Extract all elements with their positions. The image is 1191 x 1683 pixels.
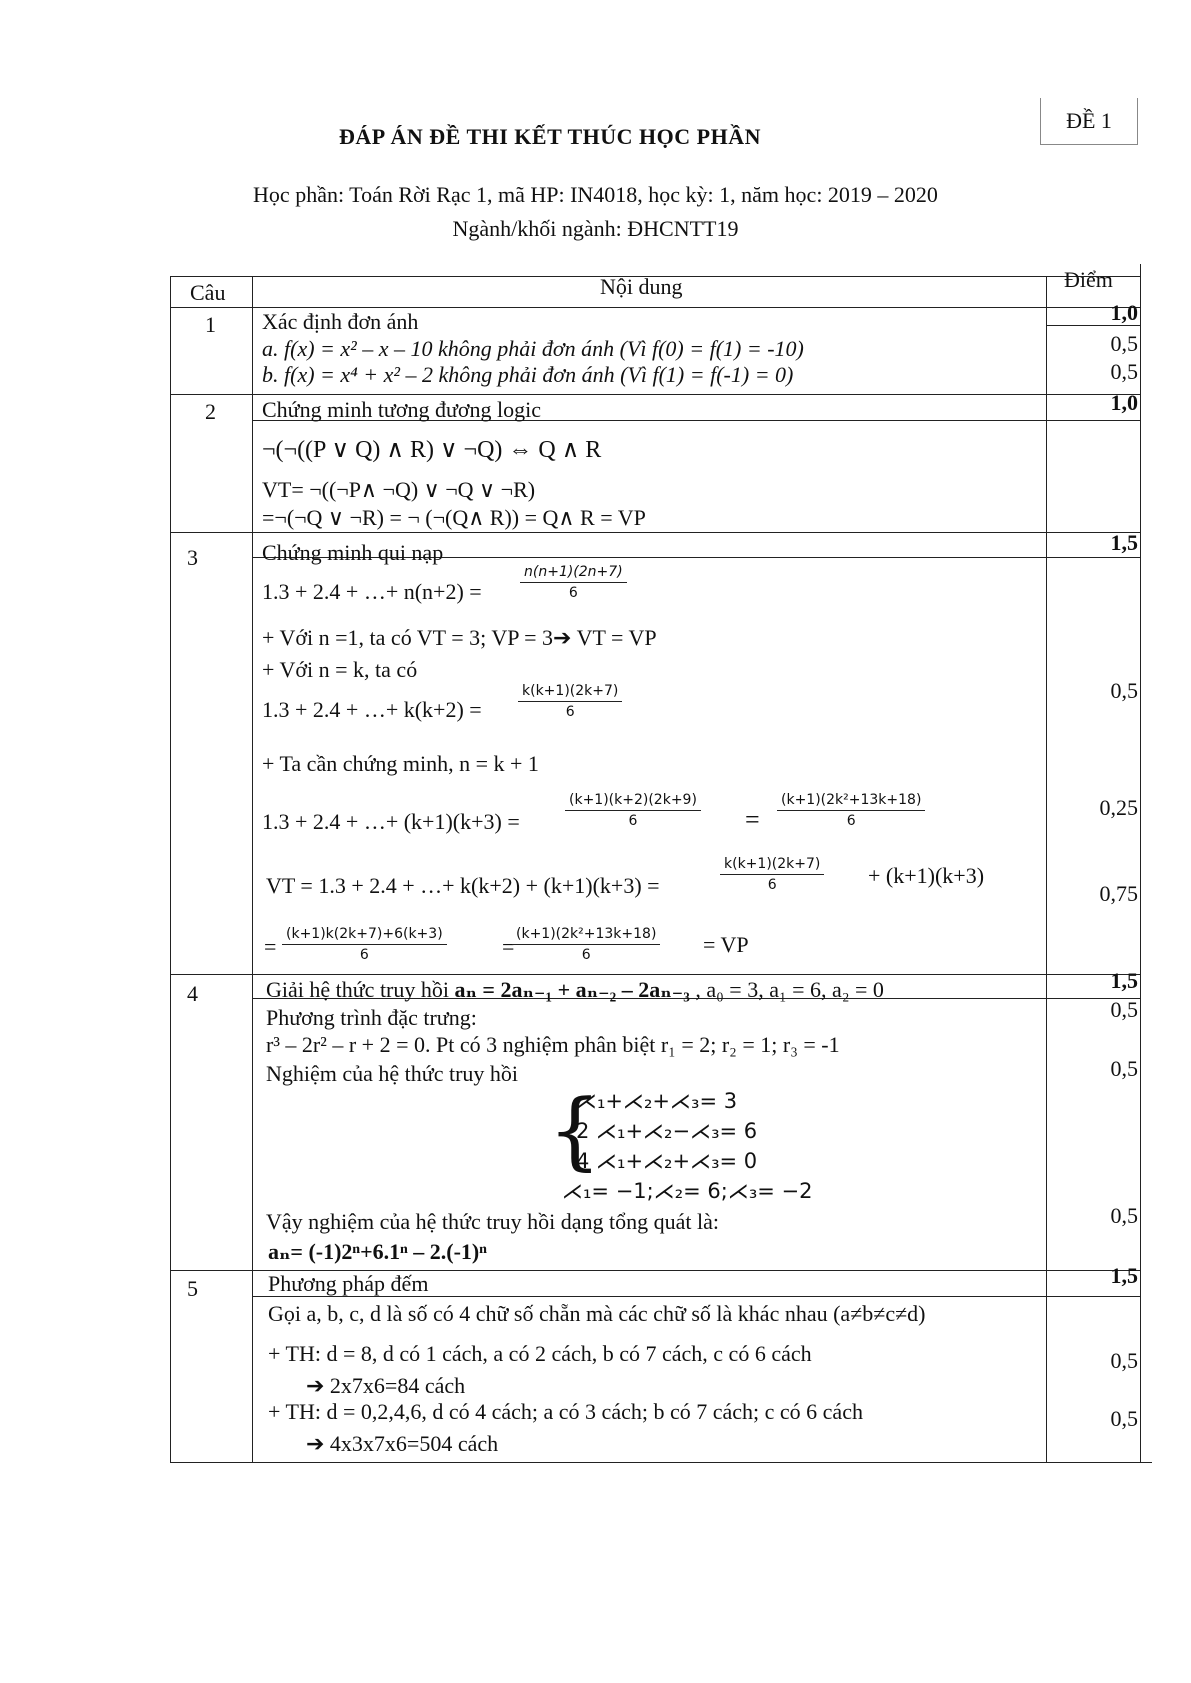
q3-final-fraction-1 [282, 926, 447, 963]
q3-goal-score: 0,25 [1099, 795, 1138, 820]
q3-base-case: + Với n =1, ta có VT = 3; VP = 3➔ VT = VP [262, 625, 657, 650]
q3-title: Chứng minh qui nạp [262, 540, 444, 565]
q4-solution-label: Nghiệm của hệ thức truy hồi [266, 1061, 519, 1086]
row-divider-3 [170, 974, 1140, 975]
q3-vt-lhs: VT = 1.3 + 2.4 + …+ k(k+2) + (k+1)(k+3) = [266, 873, 660, 898]
q4-title [266, 978, 884, 1002]
q3-vt-fraction [720, 856, 824, 893]
exam-code: ĐỀ 1 [1066, 108, 1112, 133]
q3-statement: 1.3 + 2.4 + …+ n(n+2) = [262, 579, 482, 604]
q3-statement-fraction [520, 564, 627, 601]
q4-number: 4 [187, 981, 198, 1006]
q4-score: 1,5 [1110, 968, 1138, 993]
q1-part-a-score: 0,5 [1110, 331, 1138, 356]
q3-final-equals: = [264, 934, 277, 959]
q5-score: 1,5 [1110, 1263, 1138, 1288]
q3-hypothesis-lhs: 1.3 + 2.4 + …+ k(k+2) = [262, 697, 482, 722]
q3-hypothesis-denominator: 6 [565, 704, 575, 720]
q3-final-denominator-2: 6 [581, 947, 591, 963]
q4-characteristic-equation: r³ – 2r² – r + 2 = 0. Pt có 3 nghiệm phân biệt r₁ = 2; r₂ = 1; r₃ = -1 [266, 1032, 840, 1057]
q4-system-solution: ⋌₁= −1;⋌₂= 6;⋌₃= −2 [562, 1179, 813, 1203]
header-divider [170, 307, 1140, 308]
q5-case-1: + TH: d = 8, d có 1 cách, a có 2 cách, b có 7 cách, c có 6 cách [268, 1341, 812, 1366]
q3-final-denominator-1: 6 [359, 947, 369, 963]
q4-conclusion: Vậy nghiệm của hệ thức truy hồi dạng tổng quát là: [266, 1209, 720, 1234]
q3-hypothesis-numerator: k(k+1)(2k+7) [518, 683, 622, 702]
q3-hypothesis-score: 0,5 [1110, 678, 1138, 703]
q5-title: Phương pháp đếm [268, 1271, 429, 1296]
row-divider-1 [170, 394, 1140, 395]
q2-number: 2 [205, 399, 216, 424]
q3-final-vp: = VP [703, 932, 749, 957]
q3-number: 3 [187, 545, 198, 570]
q5-number: 5 [187, 1276, 198, 1301]
col-header-cau: Câu [190, 280, 226, 305]
q4-system-eq-2: 2 ⋌₁+⋌₂−⋌₃= 6 [576, 1119, 758, 1143]
q3-goal-numerator-2: (k+1)(2k²+13k+18) [777, 792, 925, 811]
q3-statement-numerator: n(n+1)(2n+7) [520, 564, 627, 583]
q3-score: 1,5 [1110, 530, 1138, 555]
q2-step-2: =¬(¬Q ∨ ¬R) = ¬ (¬(Q∧ R)) = Q∧ R = VP [262, 505, 646, 530]
q3-goal-numerator-1: (k+1)(k+2)(2k+9) [565, 792, 701, 811]
q3-statement-denominator: 6 [568, 585, 578, 601]
q5-case-2-result: ➔ 4x3x7x6=504 cách [306, 1431, 499, 1456]
q3-goal-denominator-1: 6 [628, 813, 638, 829]
q3-vt-denominator: 6 [767, 877, 777, 893]
q3-final-numerator-2: (k+1)(2k²+13k+18) [512, 926, 660, 945]
q1-part-b-score: 0,5 [1110, 359, 1138, 384]
q4-solution-score: 0,5 [1110, 1056, 1138, 1081]
q2-score: 1,0 [1110, 390, 1138, 415]
col-header-noi-dung: Nội dung [600, 274, 683, 299]
q2-equivalence: ¬(¬((P ∨ Q) ∧ R) ∨ ¬Q) ⇔ Q ∧ R [262, 437, 602, 463]
table-right-border [1140, 264, 1141, 1462]
q4-system-eq-1: ⋌₁+⋌₂+⋌₃= 3 [576, 1089, 738, 1113]
q3-vt-score: 0,75 [1099, 881, 1138, 906]
q4-general-solution: aₙ= (-1)2ⁿ+6.1ⁿ – 2.(-1)ⁿ [268, 1239, 487, 1264]
table-bottom-border [170, 1462, 1152, 1463]
q1-score: 1,0 [1110, 300, 1138, 325]
q3-vt-numerator: k(k+1)(2k+7) [720, 856, 824, 875]
q3-hypothesis-fraction [518, 683, 622, 720]
q3-vt-tail: + (k+1)(k+3) [868, 863, 985, 888]
q4-title-prefix: Giải hệ thức truy hồi [266, 977, 455, 1002]
course-line: Học phần: Toán Rời Rạc 1, mã HP: IN4018, học kỳ: 1, năm học: 2019 – 2020 [253, 182, 938, 207]
major-line: Ngành/khối ngành: ĐHCNTT19 [452, 216, 739, 241]
q4-characteristic-label: Phương trình đặc trưng: [266, 1005, 477, 1030]
col-divider-2 [1046, 276, 1047, 1462]
q3-final-equals-2: = [502, 934, 515, 959]
q4-characteristic-score: 0,5 [1110, 997, 1138, 1022]
q2-title: Chứng minh tương đương logic [262, 397, 542, 422]
q3-goal-lhs: 1.3 + 2.4 + …+ (k+1)(k+3) = [262, 809, 520, 834]
table-left-border [170, 276, 171, 1462]
col-header-diem: Điểm [1064, 267, 1113, 292]
q5-case-1-result: ➔ 2x7x6=84 cách [306, 1373, 466, 1398]
q4-recurrence: aₙ = 2aₙ₋₁ + aₙ₋₂ – 2aₙ₋₃ [454, 977, 690, 1002]
row-divider-2 [170, 532, 1140, 533]
q1-title: Xác định đơn ánh [262, 309, 419, 334]
q2-step-1: VT= ¬((¬P∧ ¬Q) ∨ ¬Q ∨ ¬R) [262, 477, 536, 502]
q4-initial-values: , a₀ = 3, a₁ = 6, a₂ = 0 [689, 977, 884, 1002]
q3-goal-equals: = [745, 805, 760, 834]
q5-intro: Gọi a, b, c, d là số có 4 chữ số chẵn mà các chữ số là khác nhau (a≠b≠c≠d) [268, 1301, 926, 1326]
q3-hypothesis: + Với n = k, ta có [262, 657, 418, 682]
col-divider-1 [252, 276, 253, 1462]
q3-goal-fraction-2 [777, 792, 925, 829]
q3-goal-fraction-1 [565, 792, 701, 829]
q4-system-brace: { [548, 1081, 602, 1179]
q1-number: 1 [205, 312, 216, 337]
q4-system [576, 1086, 757, 1176]
q5-case-2-score: 0,5 [1110, 1406, 1138, 1431]
q5-case-2: + TH: d = 0,2,4,6, d có 4 cách; a có 3 cách; b có 7 cách; c có 6 cách [268, 1399, 863, 1424]
q3-final-fraction-2 [512, 926, 660, 963]
q3-goal: + Ta cần chứng minh, n = k + 1 [262, 751, 539, 776]
q1-part-a: a. f(x) = x² – x – 10 không phải đơn ánh (Vì f(0) = f(1) = -10) [262, 336, 804, 361]
q5-case-1-score: 0,5 [1110, 1348, 1138, 1373]
q4-system-eq-3: 4 ⋌₁+⋌₂+⋌₃= 0 [576, 1149, 758, 1173]
q3-goal-denominator-2: 6 [846, 813, 856, 829]
q1-part-b: b. f(x) = x⁴ + x² – 2 không phải đơn ánh (Vì f(1) = f(-1) = 0) [262, 362, 794, 387]
page-title: ĐÁP ÁN ĐỀ THI KẾT THÚC HỌC PHẦN [339, 124, 761, 149]
q4-conclusion-score: 0,5 [1110, 1203, 1138, 1228]
q3-final-numerator-1: (k+1)k(2k+7)+6(k+3) [282, 926, 447, 945]
